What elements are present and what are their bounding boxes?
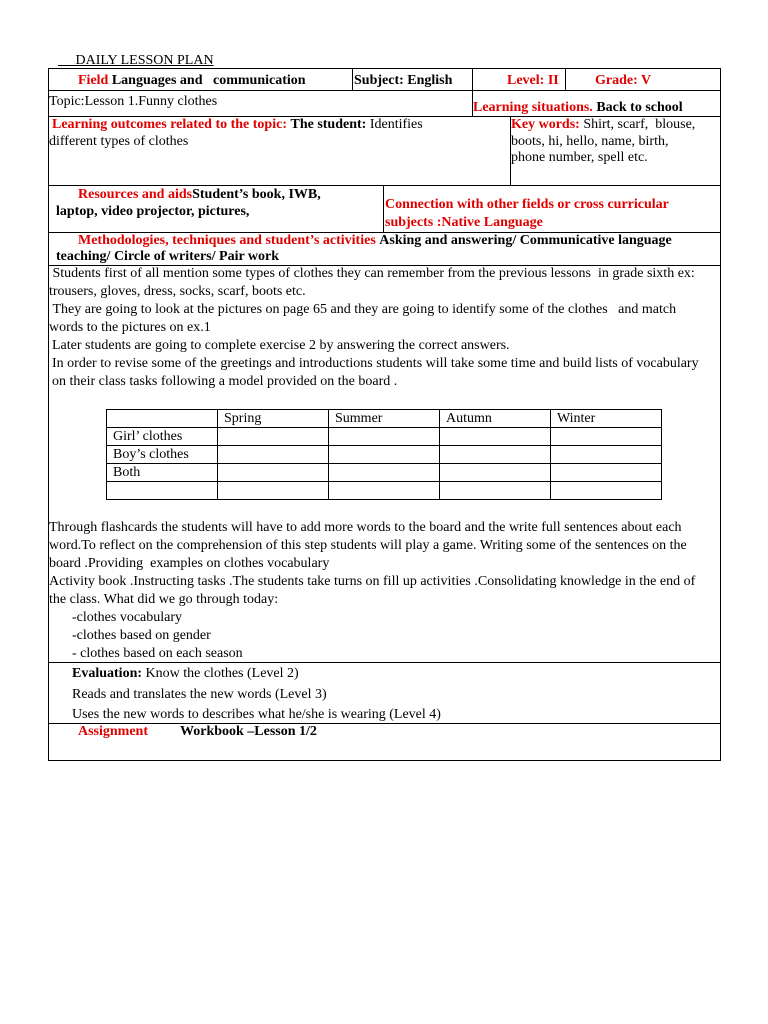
- learning-situations-label: Learning situations.: [473, 100, 593, 115]
- body-paragraph-1: Students first of all mention some types of clothes they can remember from the previous lessons in grade sixth ex: trousers, gloves, dress, socks, scarf, boots etc.: [49, 266, 699, 299]
- learning-situations: [473, 99, 683, 116]
- table-cell: [440, 428, 551, 446]
- student-label: The student:: [290, 117, 367, 132]
- table-cell: [218, 446, 329, 464]
- body-paragraph-3: Later students are going to complete exercise 2 by answering the correct answers.: [52, 338, 510, 353]
- outcomes-line1: Identifies: [369, 117, 423, 132]
- connection-line1: Connection with other fields or cross curricular: [385, 197, 669, 212]
- key-words: [511, 116, 695, 133]
- methodologies-label: Methodologies, techniques and student’s activities: [78, 233, 376, 248]
- review-item: - clothes based on each season: [72, 646, 243, 661]
- evaluation: [72, 665, 299, 682]
- table-cell: [551, 428, 662, 446]
- row-label-girls: Girl’ clothes: [107, 428, 218, 446]
- outcomes-line2: different types of clothes: [49, 134, 189, 149]
- methodologies: [78, 232, 672, 249]
- table-cell: [329, 446, 440, 464]
- learning-outcomes-label: Learning outcomes related to the topic:: [52, 117, 287, 132]
- level-label: Level: II: [507, 73, 559, 88]
- table-header-winter: Winter: [551, 410, 662, 428]
- table-header-row: [107, 410, 662, 428]
- evaluation-line3: Uses the new words to describes what he/she is wearing (Level 4): [72, 707, 441, 722]
- table-cell: [440, 446, 551, 464]
- activity-book-paragraph: Activity book .Instructing tasks .The students take turns on fill up activities .Consolidating knowledge in the end of the class. What did we go through today:: [49, 574, 696, 607]
- document-title: DAILY LESSON PLAN: [75, 53, 214, 68]
- field-cell: [78, 72, 306, 89]
- resources-label: Resources and aids: [78, 187, 193, 202]
- row-label-empty: [107, 482, 218, 500]
- flashcards-paragraph: Through flashcards the students will have to add more words to the board and the write full sentences about each word.To reflect on the comprehension of this step students will play a game. Writing some of the sentences on the board .Providing examples on clothes vocabulary: [49, 520, 691, 571]
- seasons-clothes-table: [106, 409, 662, 500]
- table-cell: [329, 464, 440, 482]
- connection-line2: subjects :Native Language: [385, 215, 543, 230]
- body-paragraph-2: They are going to look at the pictures on page 65 and they are going to identify some of the clothes and match words to the pictures on ex.1: [49, 302, 680, 335]
- subject-label: Subject: English: [354, 73, 453, 88]
- table-cell: [329, 482, 440, 500]
- table-cell: [551, 464, 662, 482]
- assignment-label: Assignment: [78, 724, 149, 739]
- table-row: [107, 428, 662, 446]
- row-label-boys: Boy’s clothes: [107, 446, 218, 464]
- topic-label: Topic:Lesson 1.Funny clothes: [49, 94, 218, 109]
- table-cell: [218, 428, 329, 446]
- learning-outcomes: [52, 116, 423, 133]
- methodologies-line2: teaching/ Circle of writers/ Pair work: [56, 249, 280, 264]
- field-label: Field: [78, 73, 109, 88]
- table-cell: [218, 482, 329, 500]
- key-words-line1: Shirt, scarf, blouse,: [583, 117, 696, 132]
- resources: [78, 186, 321, 203]
- table-row: [107, 446, 662, 464]
- table-header-spring: Spring: [218, 410, 329, 428]
- methodologies-value: Asking and answering/ Communicative language: [379, 233, 672, 248]
- key-words-line2: boots, hi, hello, name, birth,: [511, 134, 669, 149]
- learning-situations-value: Back to school: [596, 100, 683, 115]
- table-cell: [218, 464, 329, 482]
- body-paragraph-4: In order to revise some of the greetings and introductions students will take some time and build lists of vocabulary on their class tasks following a model provided on the board .: [52, 356, 699, 389]
- table-row: [107, 482, 662, 500]
- table-row: [107, 464, 662, 482]
- review-item: -clothes based on gender: [72, 628, 211, 643]
- review-item: -clothes vocabulary: [72, 610, 183, 625]
- table-header-autumn: Autumn: [440, 410, 551, 428]
- key-words-line3: phone number, spell etc.: [511, 150, 648, 165]
- key-words-label: Key words:: [511, 117, 580, 132]
- resources-line1: Student’s book, IWB,: [192, 187, 321, 202]
- resources-line2: laptop, video projector, pictures,: [56, 204, 250, 219]
- table-cell: [329, 428, 440, 446]
- table-header-cell: [107, 410, 218, 428]
- evaluation-line1: Know the clothes (Level 2): [145, 666, 299, 681]
- table-header-summer: Summer: [329, 410, 440, 428]
- grade-label: Grade: V: [595, 73, 652, 88]
- row-label-both: Both: [107, 464, 218, 482]
- table-cell: [440, 464, 551, 482]
- table-cell: [440, 482, 551, 500]
- table-cell: [551, 446, 662, 464]
- assignment-value: Workbook –Lesson 1/2: [180, 724, 317, 739]
- table-cell: [551, 482, 662, 500]
- evaluation-line2: Reads and translates the new words (Level 3): [72, 687, 327, 702]
- field-value: Languages and communication: [111, 73, 306, 88]
- evaluation-label: Evaluation:: [72, 666, 143, 681]
